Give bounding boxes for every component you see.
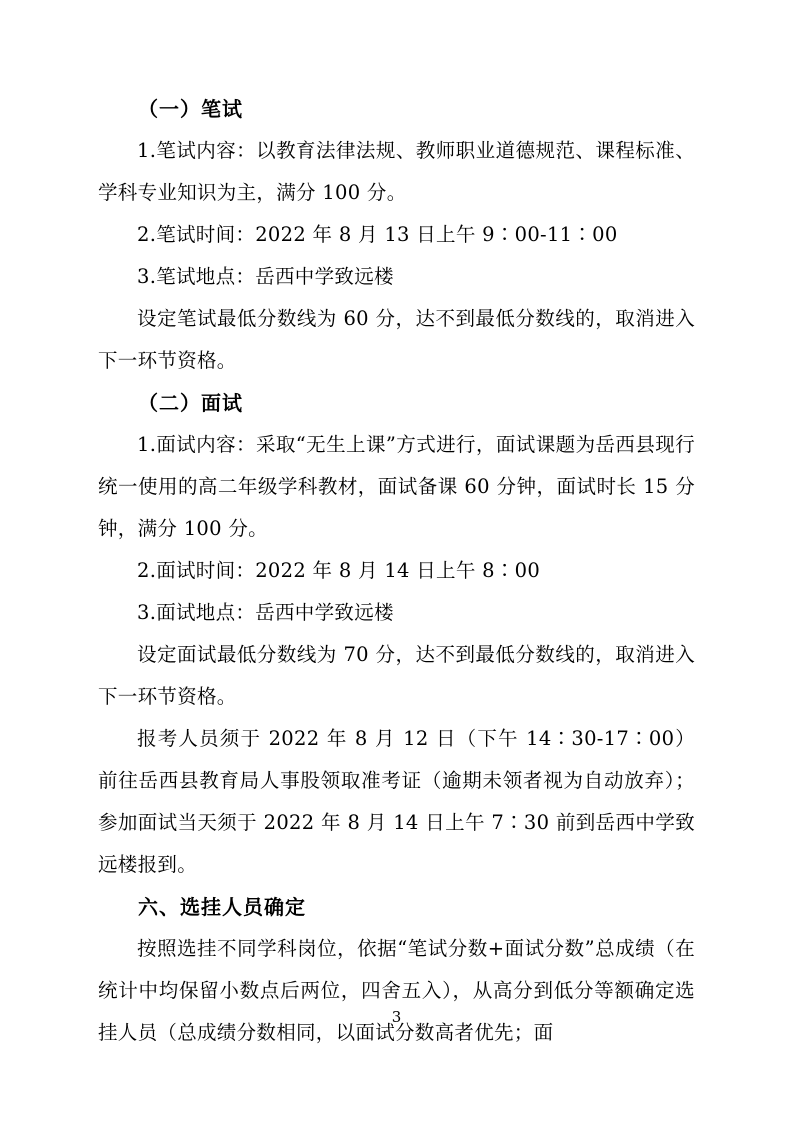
paragraph-written-exam-place: 3.笔试地点：岳西中学致远楼	[137, 265, 394, 288]
paragraph-interview-place: 3.面试地点：岳西中学致远楼	[137, 601, 394, 624]
paragraph-selection-rules: 按照选挂不同学科岗位，依据“笔试分数+面试分数”总成绩（在统计中均保留小数点后两位，四舍五入），从高分到低分等额确定选挂人员（总成绩分数相同，以面试分数高者优先；面	[98, 937, 695, 1044]
paragraph-written-exam-minimum-score: 设定笔试最低分数线为 60 分，达不到最低分数线的，取消进入下一环节资格。	[98, 307, 695, 372]
document-body	[98, 88, 695, 1054]
page-number: 3	[391, 1008, 402, 1026]
paragraph-interview-content: 1.面试内容：采取“无生上课”方式进行，面试课题为岳西县现行统一使用的高二年级学科教材，面试备课 60 分钟，面试时长 15 分钟，满分 100 分。	[98, 433, 695, 540]
paragraph-interview-time: 2.面试时间：2022 年 8 月 14 日上午 8∶00	[137, 559, 541, 582]
paragraph-interview-minimum-score: 设定面试最低分数线为 70 分，达不到最低分数线的，取消进入下一环节资格。	[98, 643, 695, 708]
paragraph-written-exam-content: 1.笔试内容：以教育法律法规、教师职业道德规范、课程标准、学科专业知识为主，满分 100 分。	[98, 139, 695, 204]
paragraph-written-exam-time: 2.笔试时间：2022 年 8 月 13 日上午 9∶00-11∶00	[137, 223, 618, 246]
section-heading-selection-determination: 六、选挂人员确定	[138, 895, 306, 919]
section-heading-interview: （二）面试	[138, 391, 243, 415]
paragraph-admission-ticket-notice: 报考人员须于 2022 年 8 月 12 日（下午 14∶30-17∶00）前往岳西县教育局人事股领取准考证（逾期未领者视为自动放弃）；参加面试当天须于 2022 年 8 月 14 日上午 7∶30 前到岳西中学致远楼报到。	[98, 727, 695, 876]
section-heading-written-exam: （一）笔试	[138, 97, 243, 121]
